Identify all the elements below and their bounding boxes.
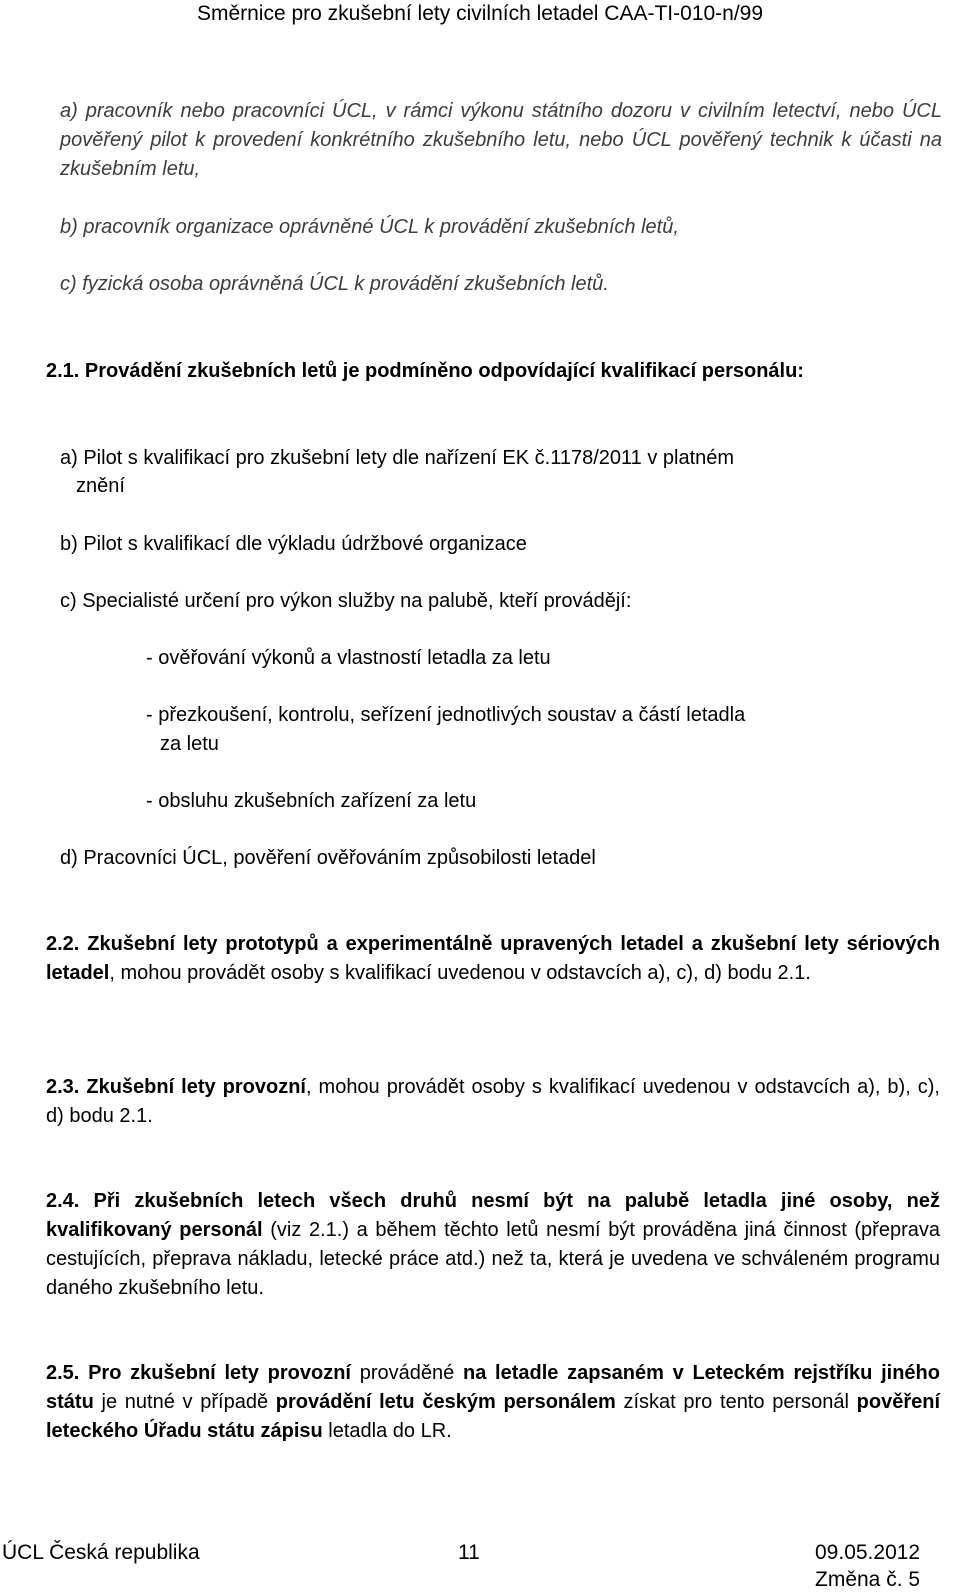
s21-item-c-sub2-line1: - přezkoušení, kontrolu, seřízení jednotlivých soustav a částí letadla (146, 704, 746, 726)
s24-text: (viz 2.1.) a během těchto letů nesmí být prováděna jiná činnost (přeprava cestujících, přeprava nákladu, letecké práce atd.) než ta, která je uvedena ve schváleném programu daného zkušebního letu. (46, 1219, 940, 1299)
s25-bold-5: provádění letu českým personálem (275, 1391, 616, 1413)
s21-item-d: d) Pracovníci ÚCL, pověření ověřováním způsobilosti letadel (60, 847, 596, 869)
section-2-2 (46, 930, 940, 988)
s21-item-c-sub2-line2: za letu (160, 733, 219, 755)
s23-bold-text: 2.3. Zkušební lety provozní (46, 1076, 306, 1098)
page-header-title: Směrnice pro zkušební lety civilních letadel CAA-TI-010-n/99 (196, 2, 764, 25)
s22-text: , mohou provádět osoby s kvalifikací uvedenou v odstavcích a), c), d) bodu 2.1. (109, 962, 811, 984)
section-2-4 (46, 1187, 940, 1303)
s21-item-b: b) Pilot s kvalifikací dle výkladu údržbové organizace (60, 533, 527, 555)
s21-item-a-line2: znění (76, 475, 125, 497)
s25-text-4: je nutné v případě (93, 1391, 276, 1413)
s24-bold-text: 2.4. Při zkušebních letech všech druhů nesmí být na palubě letadla jiné osoby, než kvalifikovaný personál (46, 1190, 940, 1241)
s21-item-c-sub3: - obsluhu zkušebních zařízení za letu (146, 790, 477, 812)
intro-item-b: b) pracovník organizace oprávněné ÚCL k provádění zkušebních letů, (60, 216, 679, 238)
s21-item-a-line1: a) Pilot s kvalifikací pro zkušební lety dle nařízení EK č.1178/2011 v platném (60, 447, 735, 469)
intro-item-c: c) fyzická osoba oprávněná ÚCL k provádění zkušebních letů. (60, 273, 609, 295)
s25-bold-1: 2.5. Pro zkušební lety provozní (46, 1362, 351, 1384)
footer-change: Změna č. 5 (815, 1568, 921, 1591)
footer-page-number: 11 (458, 1541, 480, 1564)
section-2-1-heading: 2.1. Provádění zkušebních letů je podmíněno odpovídající kvalifikací personálu: (46, 360, 804, 382)
s25-text-2: prováděné (351, 1362, 463, 1384)
s21-item-c-sub1: - ověřování výkonů a vlastností letadla za letu (146, 647, 551, 669)
s23-text: , mohou provádět osoby s kvalifikací uvedenou v odstavcích a), b), c), d) bodu 2.1. (46, 1076, 940, 1127)
s25-text-8: letadla do LR. (322, 1420, 452, 1442)
section-2-5 (46, 1359, 940, 1446)
section-2-3 (46, 1073, 940, 1131)
s25-bold-3: na letadle zapsaném v Leteckém rejstříku jiného státu (46, 1362, 940, 1413)
intro-item-a: a) pracovník nebo pracovníci ÚCL, v rámci výkonu státního dozoru v civilním letectví, nebo ÚCL pověřený pilot k provedení konkrétního zkušebního letu, nebo ÚCL pověřený technik k účasti na zkušebním letu, (60, 100, 942, 180)
s22-bold-text: 2.2. Zkušební lety prototypů a experimentálně upravených letadel a zkušební lety sériových letadel (46, 933, 940, 984)
s25-text-6: získat pro tento personál (615, 1391, 857, 1413)
footer-organization: ÚCL Česká republika (2, 1541, 200, 1564)
footer-date: 09.05.2012 (815, 1541, 921, 1564)
s21-item-c: c) Specialisté určení pro výkon služby na palubě, kteří provádějí: (60, 590, 632, 612)
s25-bold-7: pověření leteckého Úřadu státu zápisu (46, 1391, 940, 1442)
